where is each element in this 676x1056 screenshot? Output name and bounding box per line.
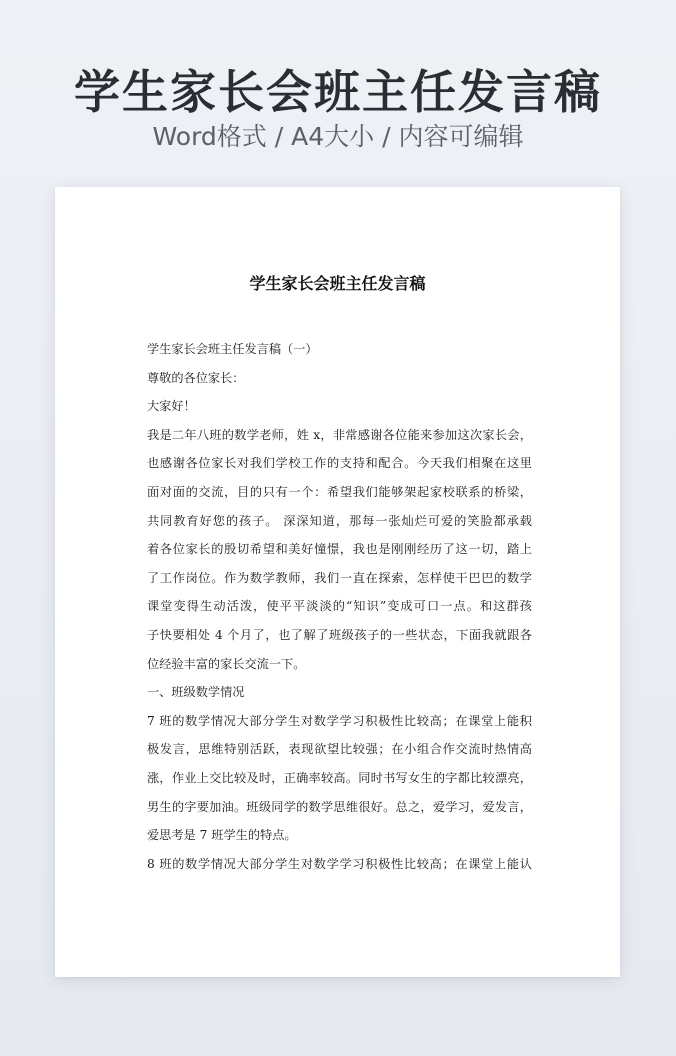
- document-line: 也感谢各位家长对我们学校工作的支持和配合。今天我们相聚在这里: [147, 456, 532, 471]
- document-line: 尊敬的各位家长：: [147, 370, 245, 385]
- document-line: 极发言，思维特别活跃，表现欲望比较强；在小组合作交流时热情高: [147, 742, 532, 757]
- banner-subtitle: Word格式 / A4大小 / 内容可编辑: [152, 122, 524, 151]
- section-heading: 一、班级数学情况: [147, 685, 245, 700]
- document-line: 子快要相处 4 个月了，也了解了班级孩子的一些状态，下面我就跟各: [147, 627, 532, 642]
- document-line: 课堂变得生动活泼，使平平淡淡的“知识”变成可口一点。和这群孩: [147, 599, 532, 614]
- document-line: 学生家长会班主任发言稿（一）: [147, 342, 318, 356]
- document-line: 我是二年八班的数学老师，姓 x，非常感谢各位能来参加这次家长会，: [147, 427, 532, 442]
- document-line: 面对面的交流，目的只有一个：希望我们能够架起家校联系的桥梁，: [147, 484, 532, 499]
- banner-title: 学生家长会班主任发言稿: [74, 65, 602, 119]
- document-line: 爱思考是 7 班学生的特点。: [147, 828, 297, 843]
- document-line: 男生的字要加油。班级同学的数学思维很好。总之，爱学习，爱发言，: [147, 799, 532, 814]
- document-line: 着各位家长的殷切希望和美好憧憬，我也是刚刚经历了这一切，踏上: [147, 542, 532, 557]
- document-page: [55, 187, 620, 977]
- document-line: 位经验丰富的家长交流一下。: [147, 656, 306, 671]
- document-line: 7 班的数学情况大部分学生对数学学习积极性比较高；在课堂上能积: [147, 713, 532, 728]
- document-body: [147, 335, 532, 878]
- document-line: 共同教育好您的孩子。 深深知道，那每一张灿烂可爱的笑脸都承载: [147, 513, 532, 528]
- document-title: 学生家长会班主任发言稿: [249, 274, 426, 293]
- document-line: 了工作岗位。作为数学教师，我们一直在探索，怎样使干巴巴的数学: [147, 570, 532, 585]
- document-line: 大家好！: [147, 399, 196, 414]
- document-line: 涨，作业上交比较及时，正确率较高。同时书写女生的字都比较漂亮，: [147, 770, 532, 785]
- document-line: 8 班的数学情况大部分学生对数学学习积极性比较高；在课堂上能认: [147, 856, 532, 871]
